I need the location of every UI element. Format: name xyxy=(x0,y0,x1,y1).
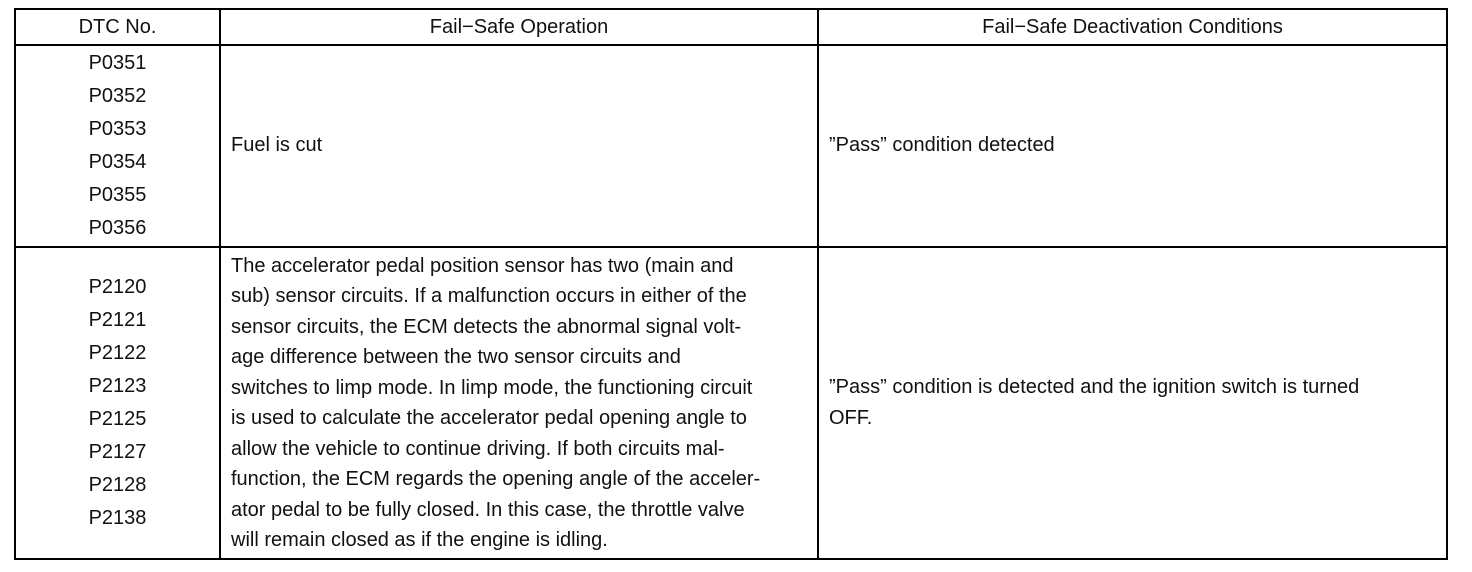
deactivation-condition-cell xyxy=(818,247,1447,559)
operation-text-line: The accelerator pedal position sensor has two (main and xyxy=(231,254,734,277)
dtc-code: P2123 xyxy=(88,375,147,397)
dtc-code: P0351 xyxy=(88,52,147,74)
operation-text-line: will remain closed as if the engine is idling. xyxy=(231,529,608,551)
fail-safe-operation-cell xyxy=(220,247,818,559)
dtc-code: P2122 xyxy=(88,342,147,364)
operation-text-line: sub) sensor circuits. If a malfunction occurs in either of the xyxy=(231,285,747,307)
operation-text-line: function, the ECM regards the opening angle of the acceler- xyxy=(231,468,761,490)
dtc-code: P2128 xyxy=(88,474,147,496)
operation-text-line: sensor circuits, the ECM detects the abnormal signal volt- xyxy=(231,315,742,338)
fail-safe-table xyxy=(14,8,1448,560)
condition-text-line: OFF. xyxy=(829,407,873,429)
fail-safe-operation-cell: Fuel is cut xyxy=(220,45,818,247)
header-dtc-no: DTC No. xyxy=(15,9,220,45)
table-row xyxy=(15,247,1447,559)
dtc-code: P0356 xyxy=(88,217,147,239)
dtc-code: P2120 xyxy=(88,276,147,298)
dtc-code: P2127 xyxy=(88,441,147,463)
table-row xyxy=(15,45,1447,247)
operation-text-line: ator pedal to be fully closed. In this case, the throttle valve xyxy=(231,498,745,521)
dtc-code: P2138 xyxy=(88,507,147,529)
dtc-code: P0352 xyxy=(88,85,147,107)
dtc-code: P0355 xyxy=(88,184,147,206)
header-row xyxy=(15,9,1447,45)
dtc-code: P0353 xyxy=(88,118,147,140)
header-fail-safe-operation: Fail−Safe Operation xyxy=(220,9,818,45)
operation-text-line: is used to calculate the accelerator pedal opening angle to xyxy=(231,407,747,429)
operation-text-line: switches to limp mode. In limp mode, the functioning circuit xyxy=(231,376,753,399)
condition-text-line: ”Pass” condition is detected and the ignition switch is turned xyxy=(829,375,1360,398)
operation-text-line: age difference between the two sensor circuits and xyxy=(231,346,681,368)
deactivation-condition-cell: ”Pass” condition detected xyxy=(818,45,1447,247)
dtc-code: P2121 xyxy=(88,309,147,331)
dtc-codes-cell xyxy=(15,45,220,247)
dtc-code: P0354 xyxy=(88,151,147,173)
dtc-codes-cell xyxy=(15,247,220,559)
header-deactivation-conditions: Fail−Safe Deactivation Conditions xyxy=(818,9,1447,45)
dtc-code: P2125 xyxy=(88,408,147,430)
operation-text-line: allow the vehicle to continue driving. If both circuits mal- xyxy=(231,437,725,460)
